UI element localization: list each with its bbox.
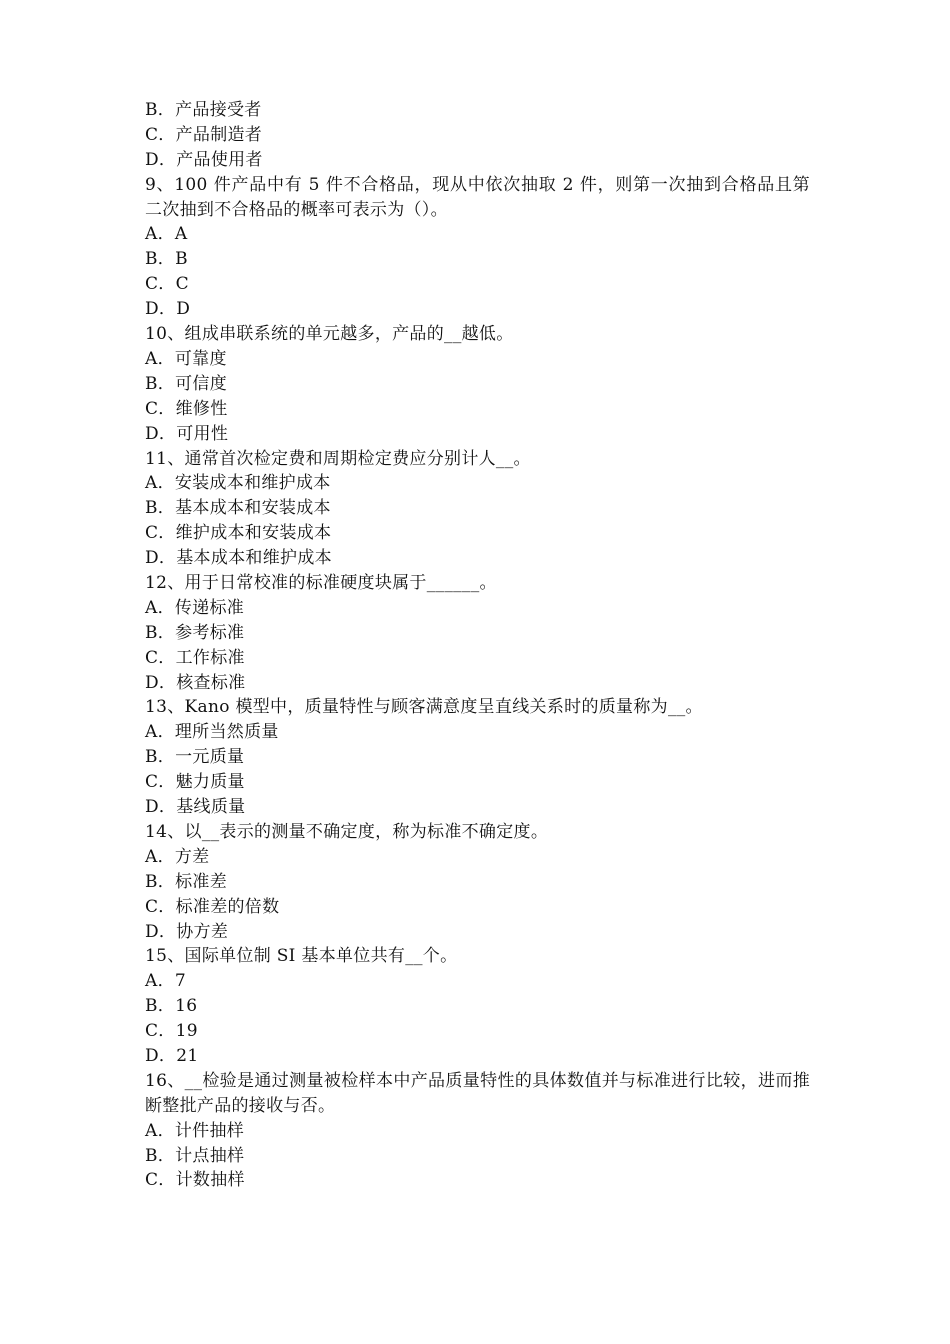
option-line: B．参考标准: [145, 622, 245, 643]
question-10: 10、组成串联系统的单元越多，产品的__越低。: [145, 324, 514, 345]
option-line: C．C: [145, 274, 189, 295]
question-16: 16、__检验是通过测量被检样本中产品质量特性的具体数值并与标准进行比较，进而推断整批产品的接收与否。: [145, 1070, 810, 1116]
question-11: 11、通常首次检定费和周期检定费应分别计人__。: [145, 448, 531, 469]
option-line: A．理所当然质量: [145, 722, 279, 743]
option-line: C．计数抽样: [145, 1170, 245, 1191]
option-line: D．协方差: [145, 921, 229, 942]
option-line: C．维修性: [145, 398, 228, 419]
option-line: D．可用性: [145, 423, 229, 444]
option-line: D．核查标准: [145, 672, 246, 693]
option-line: C．19: [145, 1021, 198, 1042]
option-line: A．传递标准: [145, 597, 245, 618]
question-13: 13、Kano 模型中，质量特性与顾客满意度呈直线关系时的质量称为__。: [145, 697, 703, 718]
question-15: 15、国际单位制 SI 基本单位共有__个。: [145, 946, 458, 967]
option-line: D．D: [145, 299, 191, 320]
option-line: B．16: [145, 996, 198, 1017]
option-line: D．基线质量: [145, 797, 246, 818]
option-line: D．基本成本和维护成本: [145, 548, 332, 569]
option-line: B．可信度: [145, 373, 227, 394]
option-line: C．产品制造者: [145, 124, 263, 145]
option-line: B．计点抽样: [145, 1145, 245, 1166]
option-line: B．B: [145, 249, 188, 270]
option-line: D．21: [145, 1045, 199, 1066]
question-12: 12、用于日常校准的标准硬度块属于______。: [145, 572, 497, 593]
option-line: B．一元质量: [145, 747, 245, 768]
option-line: B．标准差: [145, 871, 227, 892]
option-line: A．7: [145, 971, 186, 992]
option-line: D．产品使用者: [145, 149, 263, 170]
option-line: C．魅力质量: [145, 772, 245, 793]
option-line: A．方差: [145, 846, 210, 867]
option-line: A．安装成本和维护成本: [145, 473, 331, 494]
option-line: C．工作标准: [145, 647, 245, 668]
option-line: C．标准差的倍数: [145, 896, 280, 917]
option-line: A．A: [145, 224, 188, 245]
question-14: 14、以__表示的测量不确定度，称为标准不确定度。: [145, 821, 549, 842]
option-line: B．产品接受者: [145, 100, 262, 120]
option-line: C．维护成本和安装成本: [145, 523, 332, 544]
option-line: A．计件抽样: [145, 1120, 245, 1141]
document-page: [145, 98, 810, 1193]
question-9: 9、100 件产品中有 5 件不合格品，现从中依次抽取 2 件，则第一次抽到合格品且第二次抽到不合格品的概率可表示为（）。: [145, 174, 810, 220]
option-line: B．基本成本和安装成本: [145, 498, 331, 519]
option-line: A．可靠度: [145, 348, 227, 369]
